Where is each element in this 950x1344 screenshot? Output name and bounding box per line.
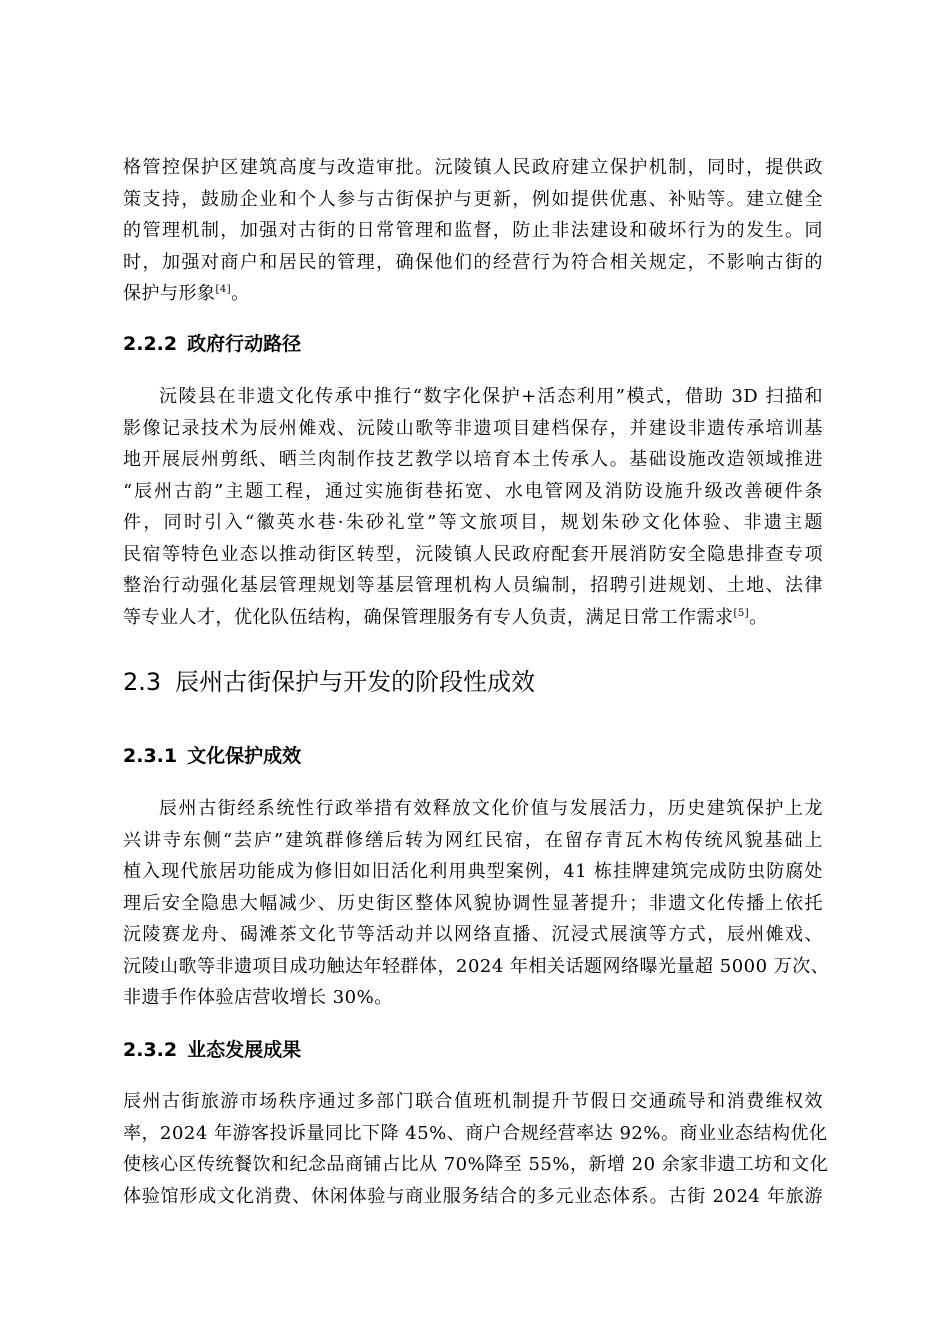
section-title: 文化保护成效 [187,745,302,767]
paragraph-protection-mechanism [123,152,823,310]
text-line: 时，加强对商户和居民的管理，确保他们的经营行为符合相关规定，不影响古街的 [123,251,823,273]
paragraph-business-results [123,1086,829,1212]
text-line: 辰州古街旅游市场秩序通过多部门联合值班机制提升节假日交通疏导和消费维权效 [123,1091,823,1112]
text-line [123,602,823,634]
text-line: 植入现代旅居功能成为修旧如旧活化利用典型案例，41 栋挂牌建筑完成防虫防腐处 [123,861,823,882]
text-line: 使核心区传统餐饮和纪念品商铺占比从 70%降至 55%，新增 20 余家非遗工坊和文化 [123,1154,829,1175]
citation-ref: [4] [215,284,232,295]
text-line: 沅陵山歌等非遗项目成功触达年轻群体，2024 年相关话题网络曝光量超 5000 万次、 [123,955,830,977]
section-heading-2-2-2 [123,329,301,356]
section-title: 业态发展成果 [187,1039,302,1061]
text-line: 的管理机制，加强对古街的日常管理和监督，防止非法建设和破坏行为的发生。同 [123,220,823,241]
text-line: 件，同时引入“徽英水巷·朱砂礼堂”等文旅项目，规划朱砂文化体验、非遗主题 [123,512,823,533]
section-number: 2.3.2 [123,1039,178,1061]
text-line: 策支持，鼓励企业和个人参与古街保护与更新，例如提供优惠、补贴等。建立健全 [123,188,823,210]
text-line: 兴讲寺东侧“芸庐”建筑群修缮后转为网红民宿，在留存青瓦木构传统风貌基础上 [123,829,823,851]
paragraph-government-actions [123,381,823,633]
text-line: 沅陵县在非遗文化传承中推行“数字化保护+活态利用”模式，借助 3D 扫描和 [159,386,823,407]
text-line: 理后安全隐患大幅减少、历史街区整体风貌协调性显著提升；非遗文化传播上依托 [123,892,823,914]
text-fragment: 等专业人才，优化队伍结构，确保管理服务有专人负责，满足日常工作需求 [123,606,734,628]
text-line: 地开展辰州剪纸、晒兰肉制作技艺教学以培育本土传承人。基础设施改造领域推进 [123,449,823,470]
text-fragment: 。 [749,606,768,628]
text-line: 沅陵赛龙舟、碣滩茶文化节等活动并以网络直播、沉浸式展演等方式，辰州傩戏、 [123,924,823,945]
text-line: 整治行动强化基层管理规划等基层管理机构人员编制，招聘引进规划、土地、法律 [123,575,823,596]
text-line: 非遗手作体验店营收增长 30%。 [123,987,393,1008]
text-fragment: 保护与形象 [123,283,216,304]
section-heading-2-3-1 [123,741,301,768]
text-line: 民宿等特色业态以推动街区转型，沅陵镇人民政府配套开展消防安全隐患排查专项 [123,543,823,565]
section-title: 辰州古街保护与开发的阶段性成效 [175,668,536,696]
text-line: 体验馆形成文化消费、休闲体验与商业服务结合的多元业态体系。古街 2024 年旅游 [123,1185,823,1207]
section-number: 2.3 [123,668,162,696]
text-line: 辰州古街经系统性行政举措有效释放文化价值与发展活力，历史建筑保护上龙 [159,798,823,819]
section-number: 2.2.2 [123,333,178,355]
section-heading-2-3-2 [123,1035,301,1062]
section-title: 政府行动路径 [187,333,302,355]
section-number: 2.3.1 [123,745,178,767]
citation-ref: [5] [733,607,750,619]
text-fragment: 。 [231,283,250,304]
text-line: “辰州古韵”主题工程，通过实施街巷拓宽、水电管网及消防设施升级改善硬件条 [123,480,823,502]
text-line [123,278,823,310]
text-line: 格管控保护区建筑高度与改造审批。沅陵镇人民政府建立保护机制，同时，提供政 [123,157,823,178]
text-line: 率，2024 年游客投诉量同比下降 45%、商户合规经营率达 92%。商业业态结构优化 [123,1122,828,1144]
section-heading-2-3 [123,662,535,697]
text-line: 影像记录技术为辰州傩戏、沅陵山歌等非遗项目建档保存，并建设非遗传承培训基 [123,417,823,439]
paragraph-cultural-protection [123,793,830,1014]
